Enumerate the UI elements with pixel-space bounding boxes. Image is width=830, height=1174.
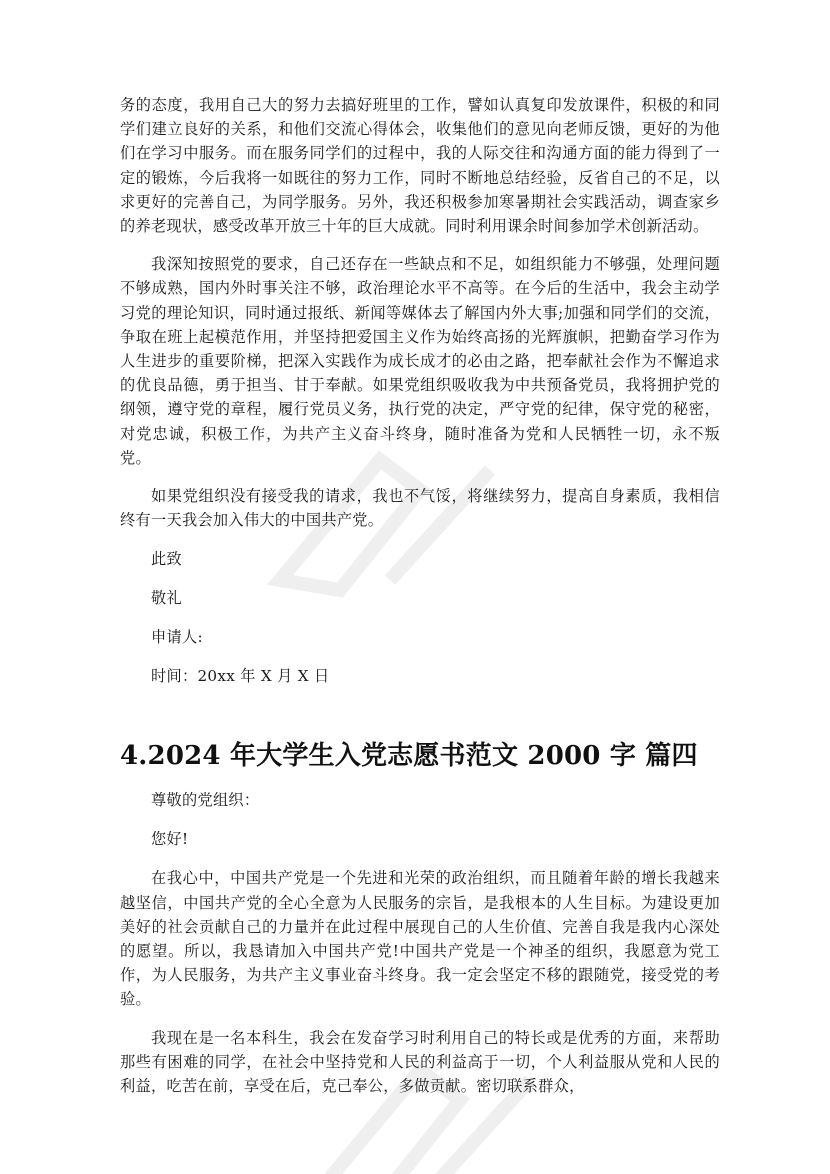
document-body (120, 93, 720, 1098)
paragraph-shortcomings: 我深知按照党的要求，自己还存在一些缺点和不足，如组织能力不够强，处理问题不够成熟，国内外时事关注不够，政治理论水平不高等。在今后的生活中，我会主动学习党的理论知识，同时通过报纸、新闻等媒体去了解国内外大事;加强和同学们的交流，争取在班上起模范作用，并坚持把爱国主义作为始终高扬的光辉旗帜，把勤奋学习作为人生进步的重要阶梯，把深入实践作为成长成才的必由之路，把奉献社会作为不懈追求的优良品德，勇于担当、甘于奉献。如果党组织吸收我为中共预备党员，我将拥护党的纲领，遵守党的章程，履行党员义务，执行党的决定，严守党的纪律，保守党的秘密，对党忠诚，积极工作，为共产主义奋斗终身，随时准备为党和人民牺牲一切，永不叛党。 (120, 255, 720, 467)
greeting: 尊敬的党组织： (151, 791, 260, 810)
paragraph-student: 我现在是一名本科生，我会在发奋学习时利用自己的特长或是优秀的方面，来帮助那些有困难的同学，在社会中坚持党和人民的利益高于一切，个人利益服从党和人民的利益，吃苦在前，享受在后，克己奉公，多做贡献。密切联系群众， (120, 1028, 720, 1096)
paragraph-belief: 在我心中，中国共产党是一个先进和光荣的政治组织，而且随着年龄的增长我越来越坚信，中国共产党的全心全意为人民服务的宗旨，是我根本的人生目标。为建设更加美好的社会贡献自己的力量并在此过程中展现自己的人生价值、完善自我是我内心深处的愿望。所以，我恳请加入中国共产党!中国共产党是一个神圣的组织，我愿意为党工作，为人民服务，为共产主义事业奋斗终身。我一定会坚定不移的跟随党，接受党的考验。 (120, 869, 720, 1009)
section-heading: 4.2024 年大学生入党志愿书范文 2000 字 篇四 (120, 741, 698, 772)
paragraph-continuation: 务的态度，我用自己大的努力去搞好班里的工作，譬如认真复印发放课件，积极的和同学们建立良好的关系，和他们交流心得体会，收集他们的意见向老师反馈，更好的为他们在学习中服务。而在服务同学们的过程中，我的人际交往和沟通方面的能力得到了一定的锻炼，今后我将一如既往的努力工作，同时不断地总结经验，反省自己的不足，以求更好的完善自己，为同学服务。另外，我还积极参加寒暑期社会实践活动，调查家乡的养老现状，感受改革开放三十年的巨大成就。同时利用课余时间参加学术创新活动。 (120, 96, 720, 236)
closing-applicant: 申请人: (151, 628, 203, 647)
paragraph-resolve: 如果党组织没有接受我的请求，我也不气馁，将继续努力，提高自身素质，我相信终有一天我会加入伟大的中国共产党。 (120, 487, 720, 530)
closing-date: 时间：20xx 年 X 月 X 日 (151, 667, 330, 686)
hello: 您好! (151, 830, 189, 849)
closing-respect: 敬礼 (151, 589, 182, 608)
closing-salute: 此致 (151, 550, 182, 569)
